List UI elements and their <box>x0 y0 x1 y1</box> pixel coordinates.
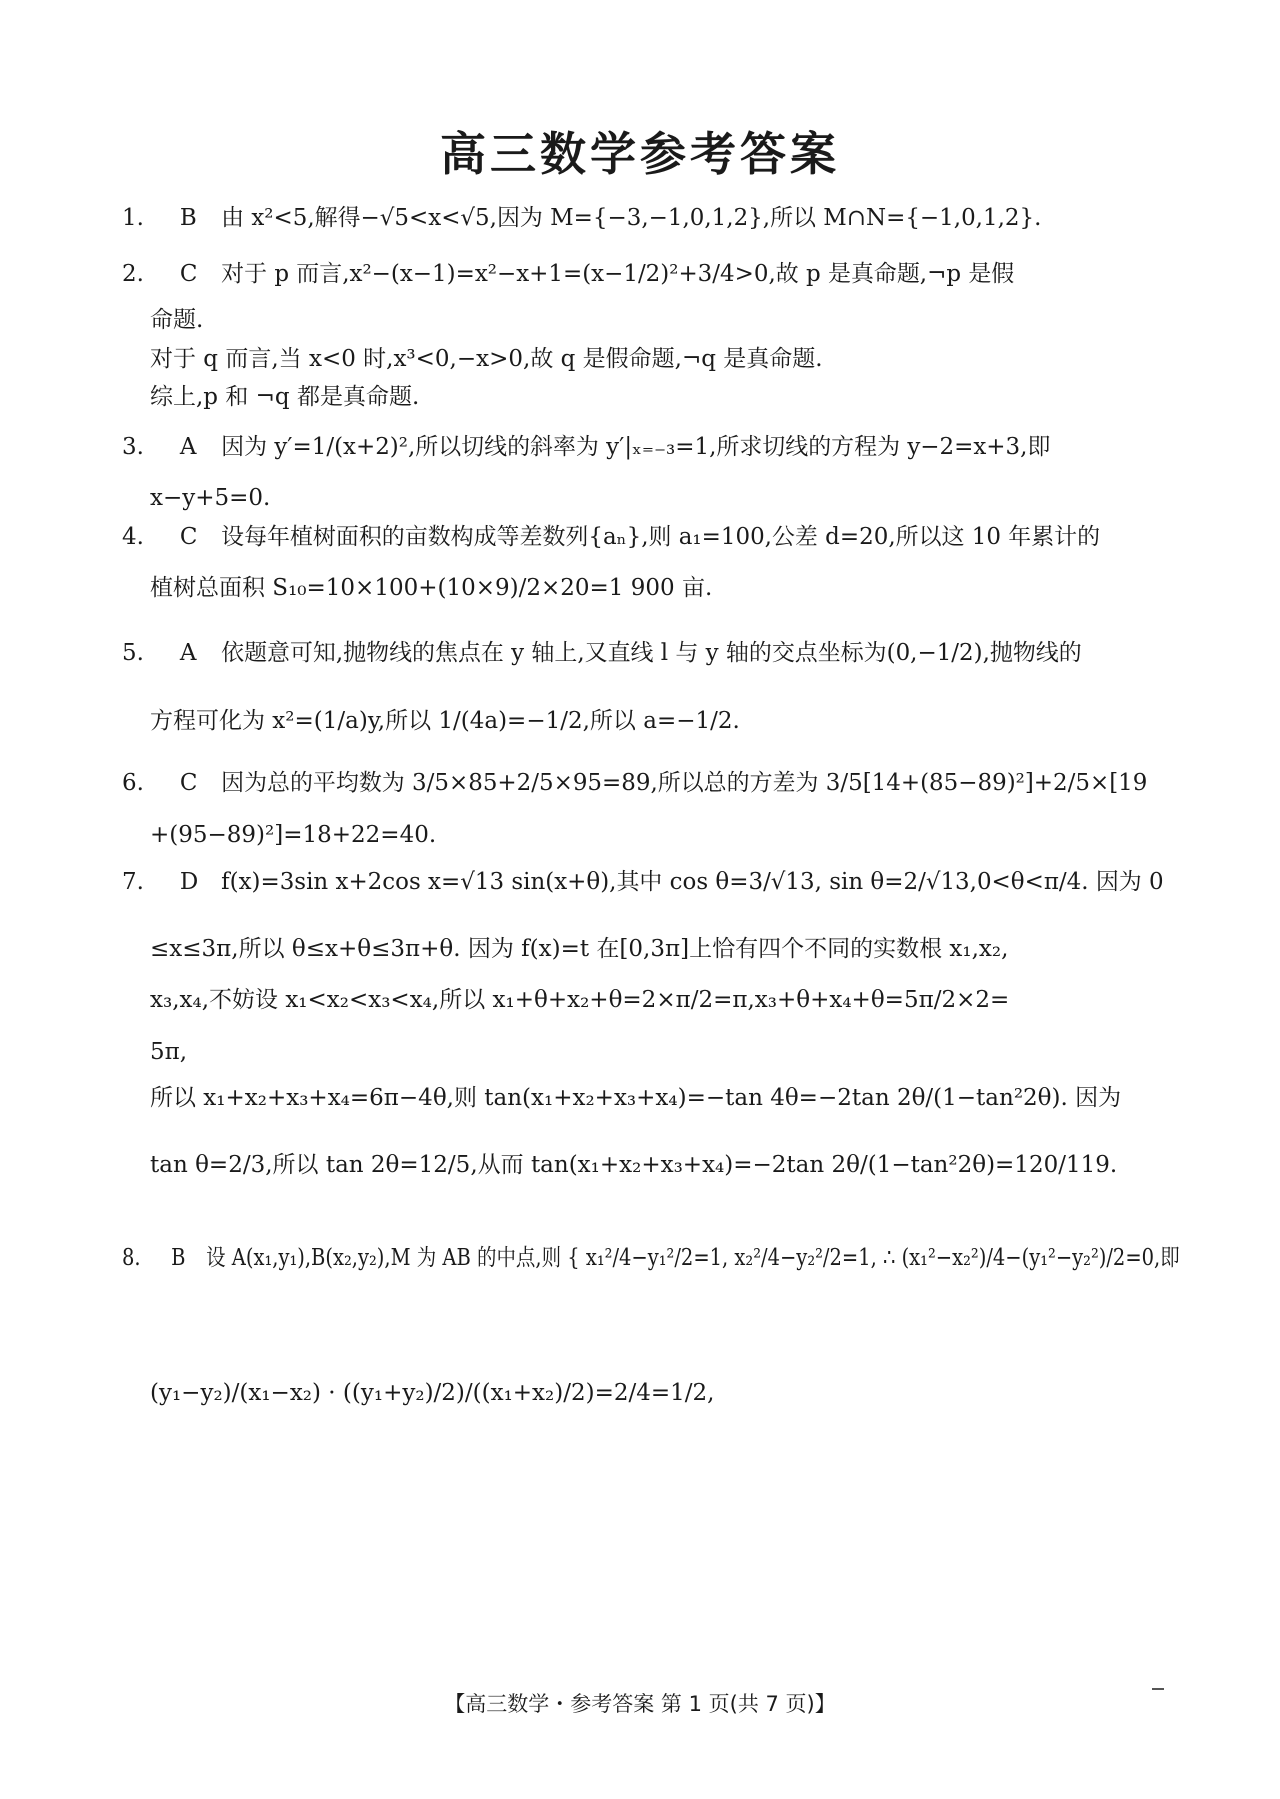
q7-text-1: f(x)=3sin x+2cos x=√13 sin(x+θ),其中 cos θ=3/√13, sin θ=2/√13,0<θ<π/4. 因为 0 <box>221 869 1164 895</box>
q5-number: 5. <box>122 640 144 666</box>
q7-answer: D <box>179 869 199 895</box>
q4-line-2: 植树总面积 S₁₀=10×100+(10×9)/2×20=1 900 亩. <box>150 575 713 601</box>
q8-text-1: 设 A(x₁,y₁),B(x₂,y₂),M 为 AB 的中点,则 { x₁²/4−y₁²/2=1, x₂²/4−y₂²/2=1, ∴ (x₁²−x₂²)/4−(y₁²−y₂²)/2=0,即 <box>206 1245 1180 1271</box>
q6-text-1: 因为总的平均数为 3/5×85+2/5×95=89,所以总的方差为 3/5[14+(85−89)²]+2/5×[19 <box>221 770 1148 796</box>
q5-line-2: 方程可化为 x²=(1/a)y,所以 1/(4a)=−1/2,所以 a=−1/2. <box>150 708 740 734</box>
q2-line-2: 命题. <box>150 307 204 333</box>
q6-line-1 <box>122 768 1180 798</box>
q7-line-5: 所以 x₁+x₂+x₃+x₄=6π−4θ,则 tan(x₁+x₂+x₃+x₄)=−tan 4θ=−2tan 2θ/(1−tan²2θ). 因为 <box>150 1085 1122 1111</box>
q4-line-1 <box>122 522 1180 552</box>
q7-line-4: 5π, <box>150 1039 188 1065</box>
q7-line-6: tan θ=2/3,所以 tan 2θ=12/5,从而 tan(x₁+x₂+x₃+x₄)=−2tan 2θ/(1−tan²2θ)=120/119. <box>150 1152 1118 1178</box>
q1-text-1: 由 x²<5,解得−√5<x<√5,因为 M={−3,−1,0,1,2},所以 M∩N={−1,0,1,2}. <box>221 205 1042 231</box>
page-footer: 【高三数学・参考答案 第 1 页(共 7 页)】 <box>444 1692 836 1716</box>
q3-line-1 <box>122 432 1180 462</box>
q8-line-1 <box>122 1243 1180 1273</box>
page-title: 高三数学参考答案 <box>440 127 840 181</box>
q1-number: 1. <box>122 205 144 231</box>
q2-answer: C <box>179 261 198 287</box>
q2-line-1 <box>122 259 1180 289</box>
q4-number: 4. <box>122 524 144 550</box>
q3-number: 3. <box>122 434 144 460</box>
q7-line-2: ≤x≤3π,所以 θ≤x+θ≤3π+θ. 因为 f(x)=t 在[0,3π]上恰有四个不同的实数根 x₁,x₂, <box>150 936 1009 962</box>
q3-answer: A <box>179 434 197 460</box>
q8-line-2: (y₁−y₂)/(x₁−x₂) · ((y₁+y₂)/2)/((x₁+x₂)/2)=2/4=1/2, <box>150 1380 715 1406</box>
q4-answer: C <box>179 524 198 550</box>
q2-line-4: 综上,p 和 ¬q 都是真命题. <box>150 384 420 410</box>
q2-number: 2. <box>122 261 144 287</box>
q1-answer: B <box>179 205 197 231</box>
q1-line-1 <box>122 203 1180 233</box>
q5-text-1: 依题意可知,抛物线的焦点在 y 轴上,又直线 l 与 y 轴的交点坐标为(0,−1/2),抛物线的 <box>221 640 1082 666</box>
q2-line-3: 对于 q 而言,当 x<0 时,x³<0,−x>0,故 q 是假命题,¬q 是真命题. <box>150 346 823 372</box>
q3-line-2: x−y+5=0. <box>150 485 271 511</box>
q6-answer: C <box>179 770 198 796</box>
q2-text-1: 对于 p 而言,x²−(x−1)=x²−x+1=(x−1/2)²+3/4>0,故 p 是真命题,¬p 是假 <box>221 261 1015 287</box>
q6-line-2: +(95−89)²]=18+22=40. <box>150 822 437 848</box>
q7-line-3: x₃,x₄,不妨设 x₁<x₂<x₃<x₄,所以 x₁+θ+x₂+θ=2×π/2=π,x₃+θ+x₄+θ=5π/2×2= <box>150 987 1010 1013</box>
q7-number: 7. <box>122 869 144 895</box>
q5-line-1 <box>122 638 1180 668</box>
q6-number: 6. <box>122 770 144 796</box>
corner-mark <box>1152 1688 1164 1690</box>
q5-answer: A <box>179 640 197 666</box>
q4-text-1: 设每年植树面积的亩数构成等差数列{aₙ},则 a₁=100,公差 d=20,所以这 10 年累计的 <box>221 524 1101 550</box>
q8-answer: B <box>171 1245 186 1271</box>
q7-line-1 <box>122 867 1180 897</box>
q3-text-1: 因为 y′=1/(x+2)²,所以切线的斜率为 y′|ₓ₌₋₃=1,所求切线的方程为 y−2=x+3,即 <box>221 434 1051 460</box>
q8-number: 8. <box>122 1245 141 1271</box>
